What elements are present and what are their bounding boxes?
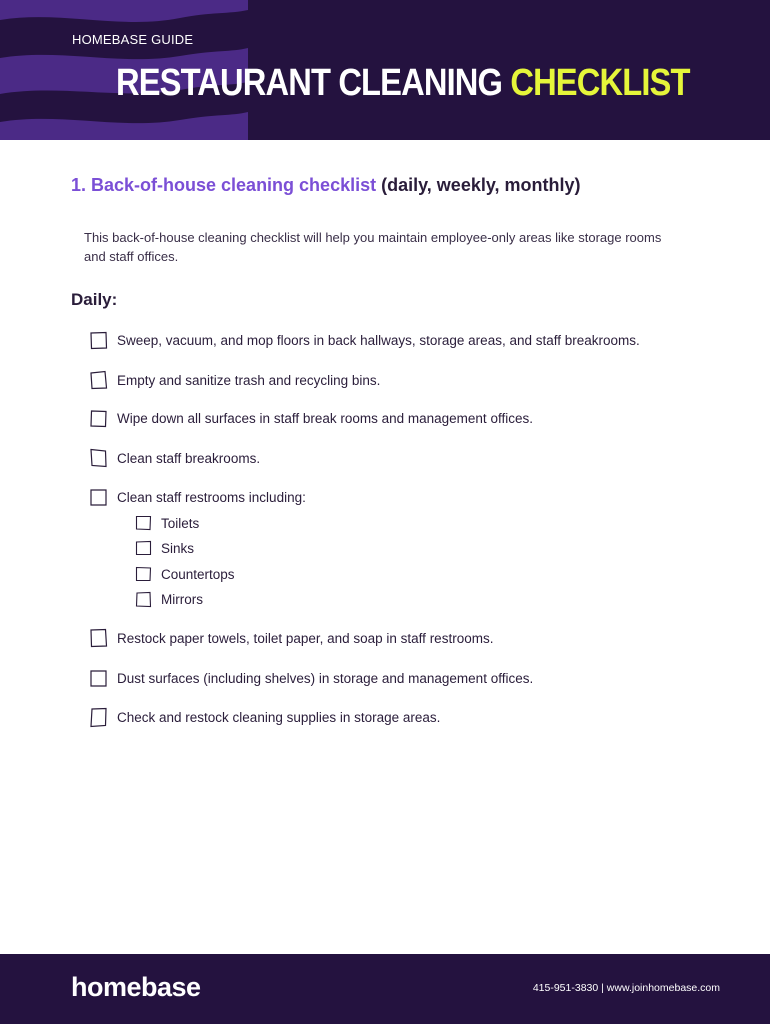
checklist-item-label: Dust surfaces (including shelves) in storage and management offices. [117,671,534,686]
checklist-item[interactable] [89,409,533,428]
checklist-subitem-label: Sinks [161,540,195,556]
checklist-subitem[interactable] [135,540,194,556]
footer-banner [0,954,770,1024]
checklist-item-label: Sweep, vacuum, and mop floors in back hallways, storage areas, and staff breakrooms. [117,333,640,348]
daily-label: Daily: [71,290,118,309]
section-heading [71,175,581,196]
checklist-item-label: Check and restock cleaning supplies in storage areas. [117,710,441,725]
checkbox-icon[interactable] [135,515,152,531]
checklist-item[interactable] [89,669,533,688]
checkbox-icon[interactable] [135,591,152,608]
checklist-item[interactable] [89,331,640,350]
checkbox-icon[interactable] [89,707,108,728]
checkbox-icon[interactable] [135,566,152,582]
checklist-item-label: Clean staff restrooms including: [117,490,306,505]
title-accent: CHECKLIST [510,62,690,104]
checklist-subitem-label: Countertops [161,566,235,582]
checklist-subitem[interactable] [135,566,235,582]
guide-kicker: HOMEBASE GUIDE [72,32,194,47]
checklist-subitem-label: Mirrors [161,592,203,607]
checklist-item-label: Restock paper towels, toilet paper, and soap in staff restrooms. [117,630,494,646]
contact-info: 415-951-3830 | www.joinhomebase.com [532,982,720,994]
checkbox-icon[interactable] [89,331,108,350]
checklist-item[interactable] [89,448,260,468]
checklist-item-label: Empty and sanitize trash and recycling bins. [117,372,381,388]
checkbox-icon[interactable] [89,448,108,468]
section-heading-main: 1. Back-of-house cleaning checklist [71,175,377,195]
header-banner [0,0,770,140]
checklist-subitem[interactable] [135,591,203,608]
checklist-item-label: Clean staff breakrooms. [117,450,261,466]
checklist-item-label: Wipe down all surfaces in staff break rooms and management offices. [117,411,533,426]
intro-paragraph: This back-of-house cleaning checklist will help you maintain employee-only areas like storage rooms and staff offices. [84,230,662,264]
section-heading-suffix: (daily, weekly, monthly) [381,175,581,195]
checkbox-icon[interactable] [89,370,108,390]
checklist-subitem[interactable] [135,515,199,531]
homebase-logo[interactable]: homebase [71,972,201,1002]
checklist-item[interactable] [89,370,380,390]
checkbox-icon[interactable] [89,409,108,428]
checkbox-icon[interactable] [135,540,152,556]
checklist-subitem-label: Toilets [161,515,200,531]
checklist-item[interactable] [89,707,440,728]
checklist-item[interactable] [89,488,306,507]
checkbox-icon[interactable] [89,669,108,688]
checkbox-icon[interactable] [89,628,108,648]
title-main: RESTAURANT CLEANING [116,62,511,104]
checklist-item[interactable] [89,628,493,648]
page-title [116,62,690,105]
checkbox-icon[interactable] [89,488,108,507]
